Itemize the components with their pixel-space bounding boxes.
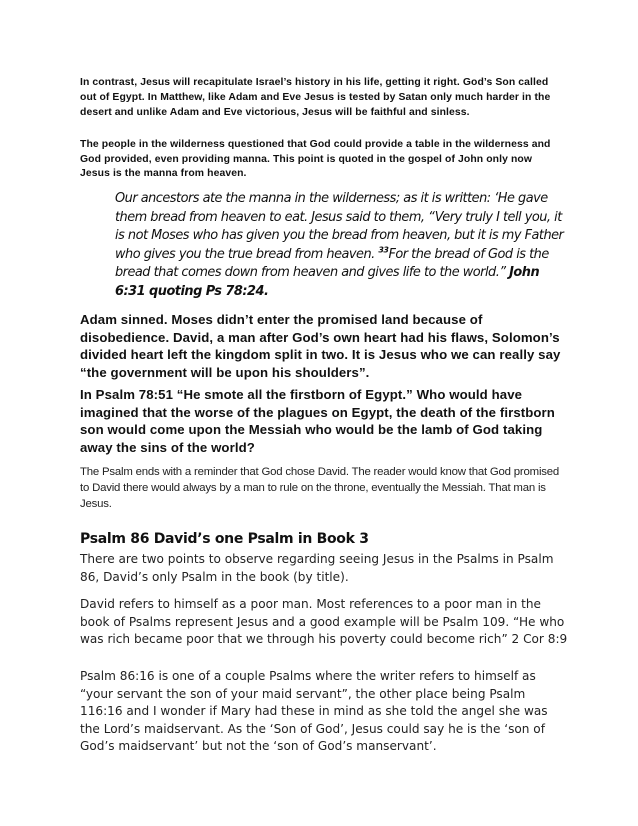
quote-text-part-1: Our ancestors ate the manna in the wilderness; as it is written: ‘He gave them bread from heaven to eat. Jesus said to them, “Very truly I tell you, it is not Moses who has given you the bread from heaven, but it is my Father who gives you the true bread from heaven. <box>115 191 564 262</box>
quote-end-punctuation: . <box>263 283 269 299</box>
paragraph-psalm-78-51: In Psalm 78:51 “He smote all the firstborn of Egypt.” Who would have imagined that the worse of the plagues on Egypt, the death of the firstborn son would come upon the Messiah who would be the lamb of God taking away the sins of the world? <box>80 387 555 455</box>
quote-text-part-2: For the bread of God is the bread that comes down from heaven and gives life to the world.” <box>115 246 549 281</box>
paragraph-two-points: There are two points to observe regarding seeing Jesus in the Psalms in Psalm 86, David’s only Psalm in the book (by title). <box>80 552 554 584</box>
scripture-quote-block <box>115 190 567 302</box>
paragraph-poor-man: David refers to himself as a poor man. Most references to a poor man in the book of Psalms represent Jesus and a good example will be Psalm 109. “He who was rich became poor that we through his poverty could become rich” 2 Cor 8:9 <box>80 597 568 647</box>
paragraph-recapitulation: In contrast, Jesus will recapitulate Israel’s history in his life, getting it right. God’s Son called out of Egypt. In Matthew, like Adam and Eve Jesus is tested by Satan only much harder in the desert and unlike Adam and Eve victorious, Jesus will be faithful and sinless. <box>80 77 551 118</box>
paragraph-maidservant: Psalm 86:16 is one of a couple Psalms where the writer refers to himself as “your servant the son of your maid servant”, the other place being Psalm 116:16 and I wonder if Mary had these in mind as she told the angel she was the Lord’s maidservant. As the ‘Son of God’, Jesus could say he is the ‘son of God’s maidservant’ but not the ‘son of God’s manservant’. <box>80 669 548 754</box>
verse-number: 33 <box>378 245 389 255</box>
quote-reference: John 6:31 quoting Ps 78:24 <box>115 265 540 299</box>
paragraph-wilderness-manna: The people in the wilderness questioned that God could provide a table in the wilderness and God provided, even providing manna. This point is quoted in the gospel of John only now Jesus is the manna from heaven. <box>80 139 551 180</box>
paragraph-adam-sinned: Adam sinned. Moses didn’t enter the promised land because of disobedience. David, a man after God’s own heart had his flaws, Solomon’s divided heart left the kingdom split in two. It is Jesus who we can really say “the government will be upon his shoulders”. <box>80 312 561 380</box>
section-heading-psalm-86: Psalm 86 David’s one Psalm in Book 3 <box>80 531 369 547</box>
paragraph-god-chose-david: The Psalm ends with a reminder that God chose David. The reader would know that God promised to David there would always by a man to rule on the throne, eventually the Messiah. That man is Jesus. <box>80 466 560 510</box>
